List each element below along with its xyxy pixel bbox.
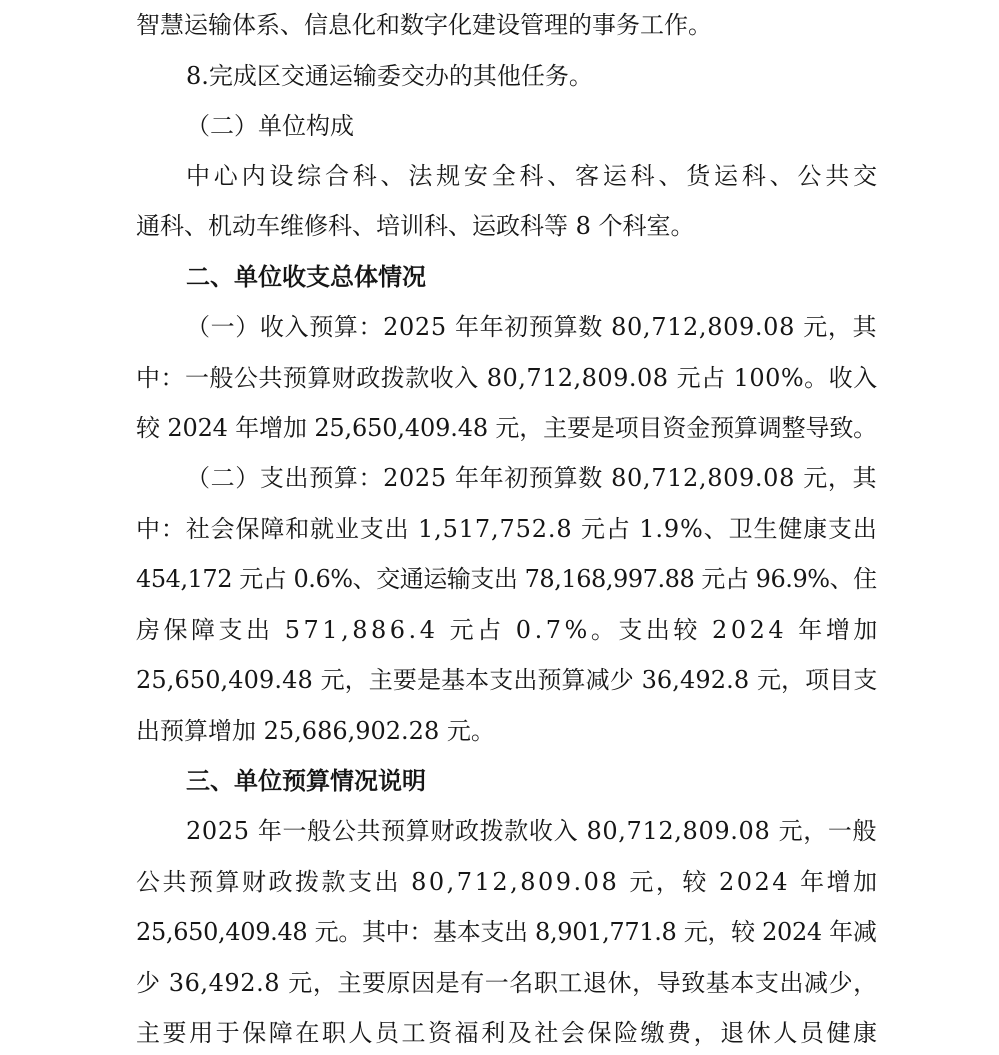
section-heading: 三、单位预算情况说明 xyxy=(186,767,426,795)
text-line: 中心内设综合科、法规安全科、客运科、货运科、公共交 xyxy=(186,162,881,190)
text-line: 454,172 元占 0.6%、交通运输支出 78,168,997.88 元占 96.9%、住 xyxy=(136,565,877,593)
section-heading: 二、单位收支总体情况 xyxy=(186,263,426,291)
text-line: 通科、机动车维修科、培训科、运政科等 8 个科室。 xyxy=(136,212,695,240)
text-line: （一）收入预算：2025 年年初预算数 80,712,809.08 元，其 xyxy=(186,313,878,341)
text-line: 2025 年一般公共预算财政拨款收入 80,712,809.08 元，一般 xyxy=(186,817,878,845)
section-subheading: （二）单位构成 xyxy=(186,112,354,140)
text-line: 少 36,492.8 元，主要原因是有一名职工退休，导致基本支出减少， xyxy=(136,969,878,997)
text-line: 较 2024 年增加 25,650,409.48 元，主要是项目资金预算调整导致。 xyxy=(136,414,878,442)
text-line: 智慧运输体系、信息化和数字化建设管理的事务工作。 xyxy=(136,11,712,39)
text-line: （二）支出预算：2025 年年初预算数 80,712,809.08 元，其 xyxy=(186,464,878,492)
text-line: 中：一般公共预算财政拨款收入 80,712,809.08 元占 100%。收入 xyxy=(136,364,878,392)
text-line: 8.完成区交通运输委交办的其他任务。 xyxy=(186,62,593,90)
text-line: 房保障支出 571,886.4 元占 0.7%。支出较 2024 年增加 xyxy=(136,616,881,644)
text-line: 25,650,409.48 元，主要是基本支出预算减少 36,492.8 元，项目支 xyxy=(136,666,878,694)
text-line: 出预算增加 25,686,902.28 元。 xyxy=(136,717,495,745)
text-line: 主要用于保障在职人员工资福利及社会保险缴费，退休人员健康 xyxy=(136,1019,880,1047)
text-line: 公共预算财政拨款支出 80,712,809.08 元，较 2024 年增加 xyxy=(136,868,880,896)
text-line: 25,650,409.48 元。其中：基本支出 8,901,771.8 元，较 2024 年减 xyxy=(136,918,877,946)
text-line: 中：社会保障和就业支出 1,517,752.8 元占 1.9%、卫生健康支出 xyxy=(136,515,878,543)
